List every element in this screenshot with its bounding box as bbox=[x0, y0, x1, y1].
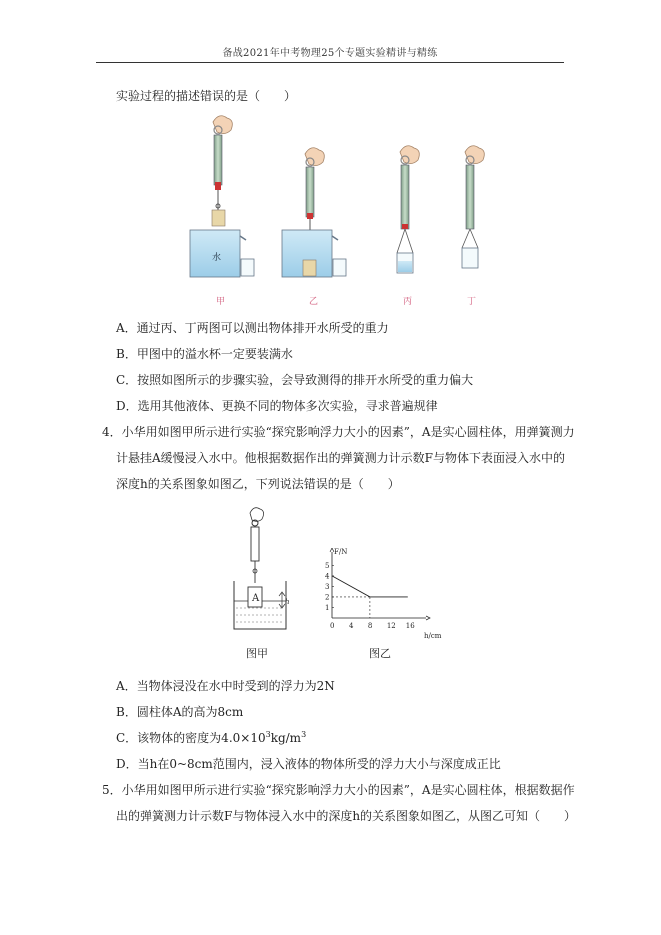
y-tick-label: 3 bbox=[325, 582, 330, 591]
caption-yi: 乙 bbox=[309, 297, 319, 307]
q3-option-c: C．按照如图所示的步骤实验，会导致测得的排开水所受的重力偏大 bbox=[116, 373, 474, 387]
fig-a-caption: 图甲 bbox=[246, 647, 268, 660]
x-tick-label: 12 bbox=[386, 622, 396, 630]
block-label: A bbox=[252, 593, 260, 604]
q3-option-a: A．通过丙、丁两图可以测出物体排开水所受的重力 bbox=[116, 321, 389, 335]
x-axis-arrow bbox=[426, 616, 430, 620]
q4-option-b: B．圆柱体A的高为8cm bbox=[116, 705, 244, 719]
q4-stem-line-3: 深度h的关系图象如图乙，下列说法错误的是（ ） bbox=[116, 477, 400, 491]
x-tick-label: 0 bbox=[330, 622, 335, 630]
caption-jia: 甲 bbox=[216, 297, 226, 307]
x-tick-label: 16 bbox=[405, 622, 415, 630]
header-rule bbox=[96, 62, 564, 63]
y-tick-label: 4 bbox=[325, 572, 330, 581]
x-tick-label: 4 bbox=[348, 622, 354, 630]
water-label: 水 bbox=[212, 253, 222, 263]
q4-stem-line-1: 4．小华用如图甲所示进行实验“探究影响浮力大小的因素”，A是实心圆柱体，用弹簧测力 bbox=[102, 425, 575, 439]
panel-ding bbox=[462, 146, 484, 268]
page-header: 备战2021年中考物理25个专题实验精讲与精练 bbox=[222, 48, 438, 59]
depth-label: h bbox=[285, 598, 290, 606]
x-tick-label: 8 bbox=[367, 622, 373, 630]
q5-stem-line-2: 出的弹簧测力计示数F与物体浸入水中的深度h的关系图象如图乙，从图乙可知（ ） bbox=[116, 809, 577, 823]
q4-chart bbox=[312, 548, 448, 646]
q3-stem: 实验过程的描述错误的是（ ） bbox=[116, 89, 297, 103]
q3-option-b: B．甲图中的溢水杯一定要装满水 bbox=[116, 347, 293, 361]
caption-ding: 丁 bbox=[467, 297, 477, 307]
fig-b-caption: 图乙 bbox=[369, 647, 391, 660]
y-axis-label: F/N bbox=[334, 548, 348, 556]
panel-yi bbox=[282, 148, 346, 277]
q4-option-d: D．当h在0~8cm范围内，浸入液体的物体所受的浮力大小与深度成正比 bbox=[116, 757, 501, 771]
panel-jia bbox=[190, 116, 254, 277]
panel-bing bbox=[397, 146, 419, 273]
y-tick-label: 1 bbox=[325, 603, 330, 612]
caption-bing: 丙 bbox=[403, 297, 413, 307]
q4-option-a: A．当物体浸没在水中时受到的浮力为2N bbox=[116, 679, 335, 693]
q4-figure-a bbox=[228, 505, 298, 637]
y-tick-label: 2 bbox=[325, 593, 330, 602]
q3-option-d: D．选用其他液体、更换不同的物体多次实验，寻求普遍规律 bbox=[116, 399, 438, 413]
q4-option-c: C．该物体的密度为$4.0\times 10^3kg/m^3$ bbox=[116, 730, 307, 745]
series-line bbox=[332, 576, 408, 597]
y-tick-label: 5 bbox=[325, 561, 330, 570]
q3-figure bbox=[185, 108, 505, 308]
q4-stem-line-2: 计悬挂A缓慢浸入水中。他根据数据作出的弹簧测力计示数F与物体下表面浸入水中的 bbox=[116, 451, 565, 465]
q5-stem-line-1: 5．小华用如图甲所示进行实验“探究影响浮力大小的因素”，A是实心圆柱体，根据数据作 bbox=[102, 783, 575, 797]
x-axis-label: h/cm bbox=[424, 632, 442, 640]
